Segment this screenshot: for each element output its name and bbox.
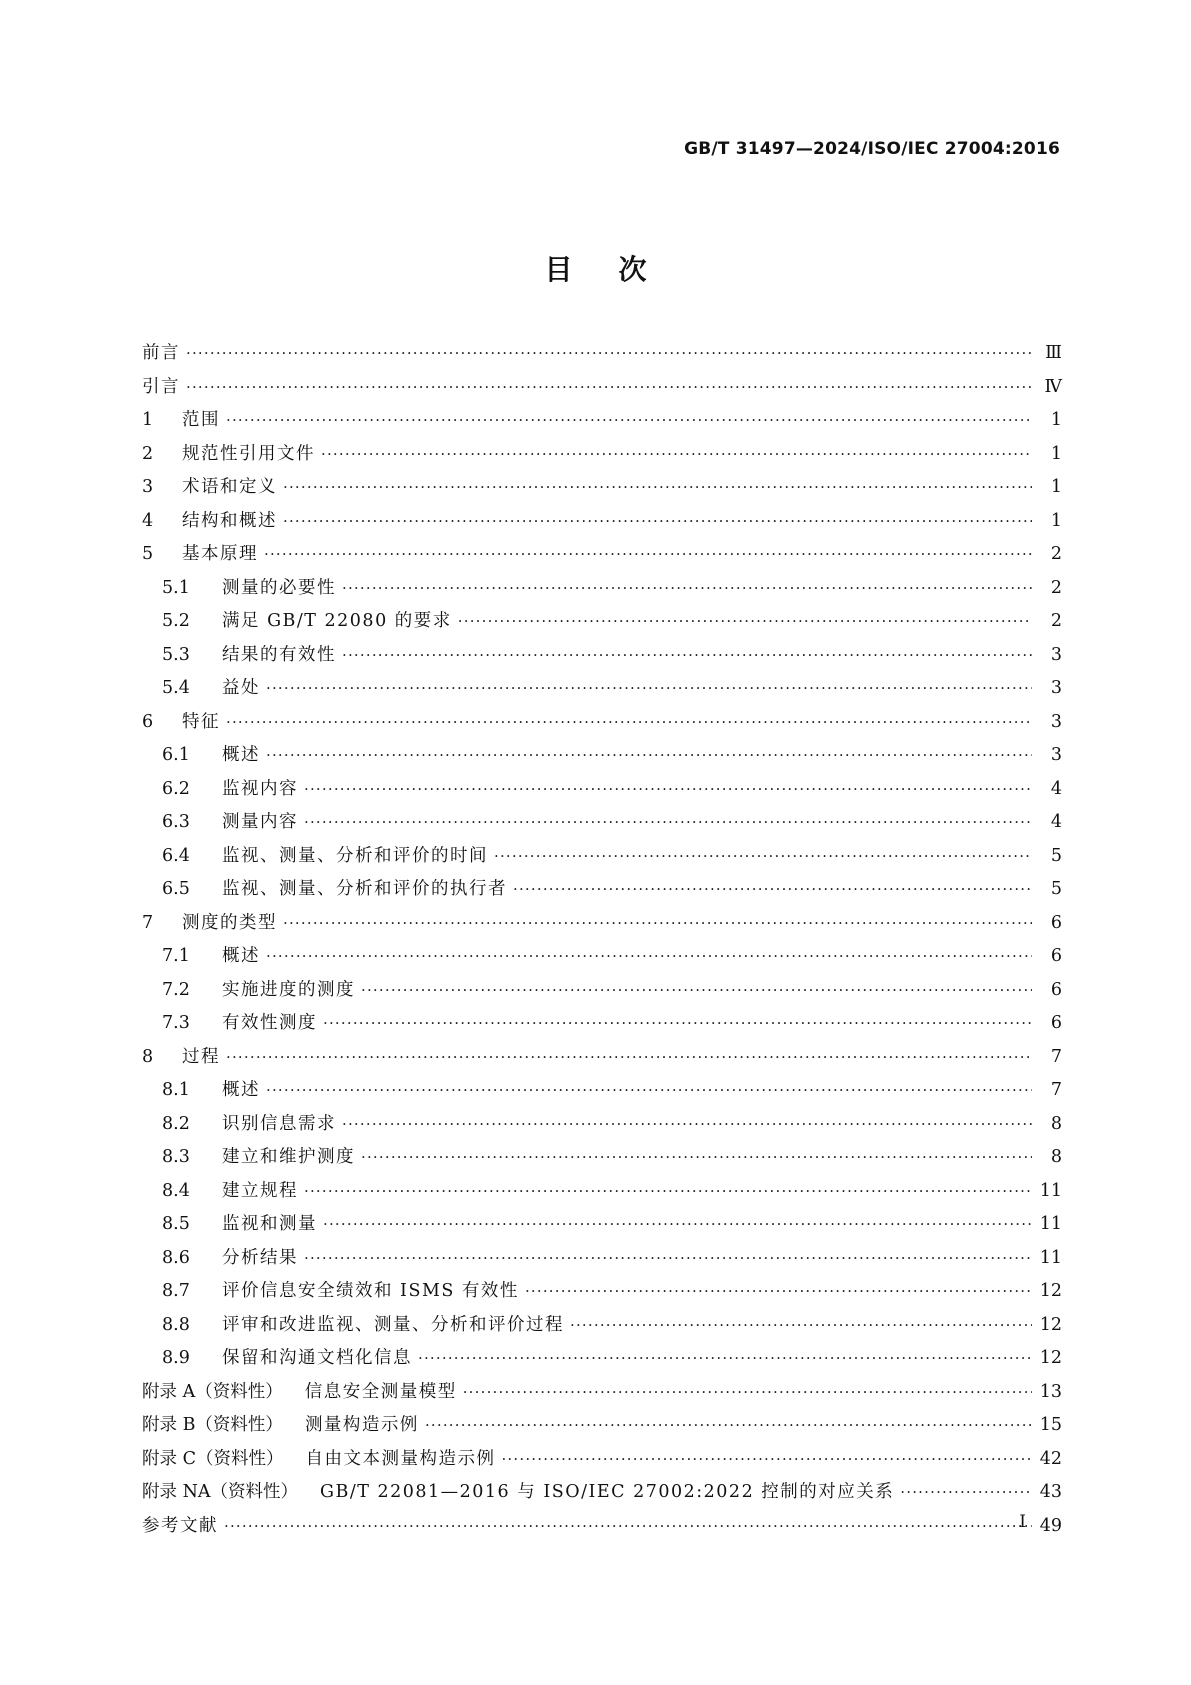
toc-entry-page: 7 <box>1050 1080 1062 1100</box>
toc-entry-page: Ⅳ <box>1044 376 1062 397</box>
dot-leader <box>463 1383 1032 1401</box>
dot-leader <box>361 1148 1032 1166</box>
toc-entry-number: 4 <box>142 510 154 531</box>
toc-entry-page: 11 <box>1039 1247 1062 1268</box>
toc-entry[interactable] <box>142 1177 1062 1211</box>
page-title <box>0 248 1191 288</box>
dot-leader <box>226 1048 1032 1066</box>
toc-entry-page: 42 <box>1039 1448 1062 1469</box>
toc-entry-number: 5.4 <box>162 678 190 698</box>
dot-leader <box>283 478 1032 496</box>
toc-entry-number: 6.1 <box>162 745 190 765</box>
toc-entry-number: 附录 NA（资料性） <box>142 1482 299 1502</box>
dot-leader <box>501 1450 1031 1468</box>
toc-entry-page: 3 <box>1050 745 1062 765</box>
toc-entry-number: 7.2 <box>162 979 190 1000</box>
toc-entry-label: 概述 <box>222 745 260 765</box>
toc-entry[interactable] <box>142 1311 1062 1345</box>
standard-code: GB/T 31497—2024/ISO/IEC 27004:2016 <box>684 139 1060 159</box>
toc-entry-label: 参考文献 <box>142 1515 218 1536</box>
toc-entry-number: 5.1 <box>162 577 190 598</box>
dot-leader <box>224 1517 1032 1535</box>
toc-entry-number: 6.4 <box>162 845 190 866</box>
toc-entry[interactable] <box>142 473 1062 507</box>
toc-entry-number: 1 <box>142 410 154 430</box>
toc-entry[interactable] <box>142 1344 1062 1378</box>
toc-entry-page: 3 <box>1050 711 1062 732</box>
toc-entry-number: 8.9 <box>162 1348 190 1368</box>
dot-leader <box>323 1014 1032 1032</box>
toc-entry-page: 12 <box>1039 1314 1062 1335</box>
toc-entry-page: 6 <box>1050 912 1062 933</box>
toc-entry-number: 5 <box>142 544 154 564</box>
toc-entry-label: 监视内容 <box>222 778 298 799</box>
toc-entry-number: 8.4 <box>162 1180 190 1201</box>
toc-entry-page: 5 <box>1050 879 1062 899</box>
toc-entry-label: 满足 GB/T 22080 的要求 <box>222 611 452 631</box>
toc-entry-label: 建立和维护测度 <box>222 1147 355 1167</box>
toc-entry-page: 8 <box>1050 1147 1062 1167</box>
toc-entry-page: 12 <box>1039 1281 1062 1301</box>
toc-entry-number: 6 <box>142 711 154 732</box>
toc-entry-number: 6.2 <box>162 778 190 799</box>
toc-entry[interactable] <box>142 1512 1062 1546</box>
toc-entry-label: 特征 <box>182 711 220 732</box>
toc-entry[interactable] <box>142 674 1062 708</box>
toc-entry-number: 7.1 <box>162 946 190 966</box>
toc-entry[interactable] <box>142 875 1062 909</box>
toc-entry-page: 11 <box>1039 1214 1062 1234</box>
dot-leader <box>304 1249 1032 1267</box>
toc-entry-label: 测量构造示例 <box>304 1415 419 1435</box>
toc-entry-number: 8.8 <box>162 1314 190 1335</box>
toc-entry[interactable] <box>142 1043 1062 1077</box>
toc-entry-label: 引言 <box>142 376 180 397</box>
toc-entry-number: 5.2 <box>162 611 190 631</box>
toc-entry-number: 附录 B（资料性） <box>142 1415 283 1435</box>
toc-entry-number: 附录 A（资料性） <box>142 1381 283 1402</box>
dot-leader <box>458 612 1032 630</box>
toc-entry-label: 结构和概述 <box>182 510 277 531</box>
toc-entry-number: 2 <box>142 443 154 464</box>
dot-leader <box>304 780 1032 798</box>
toc-entry-page: 1 <box>1050 443 1062 464</box>
toc-entry-page: 1 <box>1050 410 1062 430</box>
toc-entry-label: 建立规程 <box>222 1180 298 1201</box>
toc-entry-page: 3 <box>1050 644 1062 665</box>
dot-leader <box>525 1282 1032 1300</box>
toc-entry-number: 6.5 <box>162 879 190 899</box>
toc-entry-page: 49 <box>1039 1515 1062 1536</box>
toc-entry[interactable] <box>142 942 1062 976</box>
dot-leader <box>266 746 1032 764</box>
toc-entry-label: 识别信息需求 <box>222 1113 336 1134</box>
dot-leader <box>323 1215 1032 1233</box>
dot-leader <box>266 679 1032 697</box>
toc-entry[interactable] <box>142 540 1062 574</box>
toc-entry-label: 前言 <box>142 343 180 363</box>
toc-entry-number: 8.1 <box>162 1080 190 1100</box>
dot-leader <box>304 813 1032 831</box>
toc-entry-label: 分析结果 <box>222 1247 298 1268</box>
toc-entry-page: 2 <box>1050 611 1062 631</box>
dot-leader <box>570 1316 1032 1334</box>
dot-leader <box>304 1182 1032 1200</box>
toc-entry[interactable] <box>142 1210 1062 1244</box>
toc-entry-label: 信息安全测量模型 <box>304 1381 457 1402</box>
dot-leader <box>264 545 1032 563</box>
toc-entry[interactable] <box>142 1445 1062 1479</box>
toc-entry-label: 测量的必要性 <box>222 577 336 598</box>
toc-entry-page: 3 <box>1050 678 1062 698</box>
toc-entry-label: 范围 <box>182 410 220 430</box>
toc-entry[interactable] <box>142 808 1062 842</box>
toc-entry-number: 8.7 <box>162 1281 190 1301</box>
toc-entry-number: 7 <box>142 912 154 933</box>
toc-entry-label: 基本原理 <box>182 544 258 564</box>
toc-entry[interactable] <box>142 373 1062 407</box>
toc-entry-number: 8.2 <box>162 1113 190 1134</box>
table-of-contents <box>142 339 1062 1545</box>
toc-entry-label: 监视、测量、分析和评价的时间 <box>222 845 488 866</box>
toc-entry[interactable] <box>142 1244 1062 1278</box>
toc-entry-page: 43 <box>1039 1482 1062 1502</box>
toc-entry[interactable] <box>142 339 1062 373</box>
toc-entry-page: 2 <box>1050 577 1062 598</box>
toc-entry-label: 保留和沟通文档化信息 <box>222 1348 412 1368</box>
toc-entry-label: 概述 <box>222 946 260 966</box>
toc-entry-page: 6 <box>1050 979 1062 1000</box>
toc-entry-page: 1 <box>1050 477 1062 497</box>
toc-entry[interactable] <box>142 741 1062 775</box>
footer-page-number: I <box>1019 1512 1026 1532</box>
toc-entry-label: 结果的有效性 <box>222 644 336 665</box>
toc-entry-page: 12 <box>1039 1348 1062 1368</box>
toc-entry-page: 7 <box>1050 1046 1062 1067</box>
toc-entry-label: 评价信息安全绩效和 ISMS 有效性 <box>222 1281 519 1301</box>
toc-entry[interactable] <box>142 1110 1062 1144</box>
toc-entry-number: 8 <box>142 1046 154 1067</box>
dot-leader <box>283 914 1032 932</box>
toc-entry-number: 6.3 <box>162 812 190 832</box>
toc-entry-label: 监视和测量 <box>222 1214 317 1234</box>
toc-entry[interactable] <box>142 406 1062 440</box>
toc-entry[interactable] <box>142 1143 1062 1177</box>
toc-entry-page: 2 <box>1050 544 1062 564</box>
dot-leader <box>513 880 1032 898</box>
toc-entry-label: 评审和改进监视、测量、分析和评价过程 <box>222 1314 564 1335</box>
toc-entry-number: 3 <box>142 477 154 497</box>
toc-entry-number: 附录 C（资料性） <box>142 1448 284 1469</box>
toc-entry[interactable] <box>142 1277 1062 1311</box>
toc-entry-number: 7.3 <box>162 1013 190 1033</box>
dot-leader <box>361 981 1032 999</box>
dot-leader <box>266 1081 1032 1099</box>
dot-leader <box>342 579 1032 597</box>
toc-entry[interactable] <box>142 775 1062 809</box>
toc-entry-page: 11 <box>1039 1180 1062 1201</box>
toc-entry-page: 8 <box>1050 1113 1062 1134</box>
toc-entry-page: 4 <box>1050 812 1062 832</box>
dot-leader <box>266 947 1032 965</box>
toc-entry-label: 监视、测量、分析和评价的执行者 <box>222 879 507 899</box>
dot-leader <box>494 847 1032 865</box>
toc-entry[interactable] <box>142 574 1062 608</box>
toc-entry[interactable] <box>142 440 1062 474</box>
toc-entry[interactable] <box>142 607 1062 641</box>
toc-entry-label: GB/T 22081—2016 与 ISO/IEC 27002:2022 控制的对应关系 <box>320 1482 895 1502</box>
toc-entry[interactable] <box>142 909 1062 943</box>
toc-entry[interactable] <box>142 842 1062 876</box>
toc-entry-label: 自由文本测量构造示例 <box>305 1448 496 1469</box>
dot-leader <box>418 1349 1032 1367</box>
toc-entry-label: 益处 <box>222 678 260 698</box>
title-char-2: 次 <box>618 253 647 286</box>
toc-entry-number: 8.6 <box>162 1247 190 1268</box>
dot-leader <box>283 512 1032 530</box>
toc-entry-page: 6 <box>1050 946 1062 966</box>
title-char-1: 目 <box>544 253 573 286</box>
toc-entry-page: 5 <box>1050 845 1062 866</box>
toc-entry-label: 有效性测度 <box>222 1013 317 1033</box>
toc-entry-label: 概述 <box>222 1080 260 1100</box>
toc-entry[interactable] <box>142 1076 1062 1110</box>
dot-leader <box>342 1115 1032 1133</box>
toc-entry[interactable] <box>142 1411 1062 1445</box>
toc-entry-label: 过程 <box>182 1046 220 1067</box>
toc-entry[interactable] <box>142 976 1062 1010</box>
toc-entry[interactable] <box>142 708 1062 742</box>
dot-leader <box>226 411 1032 429</box>
toc-entry-label: 测度的类型 <box>182 912 277 933</box>
toc-entry[interactable] <box>142 641 1062 675</box>
toc-entry[interactable] <box>142 1378 1062 1412</box>
toc-entry-page: 15 <box>1039 1415 1062 1435</box>
toc-entry[interactable] <box>142 1009 1062 1043</box>
toc-entry-page: 4 <box>1050 778 1062 799</box>
toc-entry-label: 实施进度的测度 <box>222 979 355 1000</box>
dot-leader <box>900 1483 1031 1501</box>
toc-entry-page: Ⅲ <box>1045 343 1062 363</box>
toc-entry-label: 测量内容 <box>222 812 298 832</box>
dot-leader <box>321 445 1032 463</box>
toc-entry-page: 13 <box>1039 1381 1062 1402</box>
toc-entry-page: 6 <box>1050 1013 1062 1033</box>
toc-entry-label: 术语和定义 <box>182 477 277 497</box>
dot-leader <box>342 646 1032 664</box>
dot-leader <box>425 1416 1032 1434</box>
dot-leader <box>186 378 1032 396</box>
toc-entry-number: 8.5 <box>162 1214 190 1234</box>
toc-entry-number: 5.3 <box>162 644 190 665</box>
toc-entry-number: 8.3 <box>162 1147 190 1167</box>
dot-leader <box>226 713 1032 731</box>
dot-leader <box>186 344 1032 362</box>
toc-entry[interactable] <box>142 507 1062 541</box>
toc-entry-label: 规范性引用文件 <box>182 443 315 464</box>
toc-entry[interactable] <box>142 1478 1062 1512</box>
toc-entry-page: 1 <box>1050 510 1062 531</box>
